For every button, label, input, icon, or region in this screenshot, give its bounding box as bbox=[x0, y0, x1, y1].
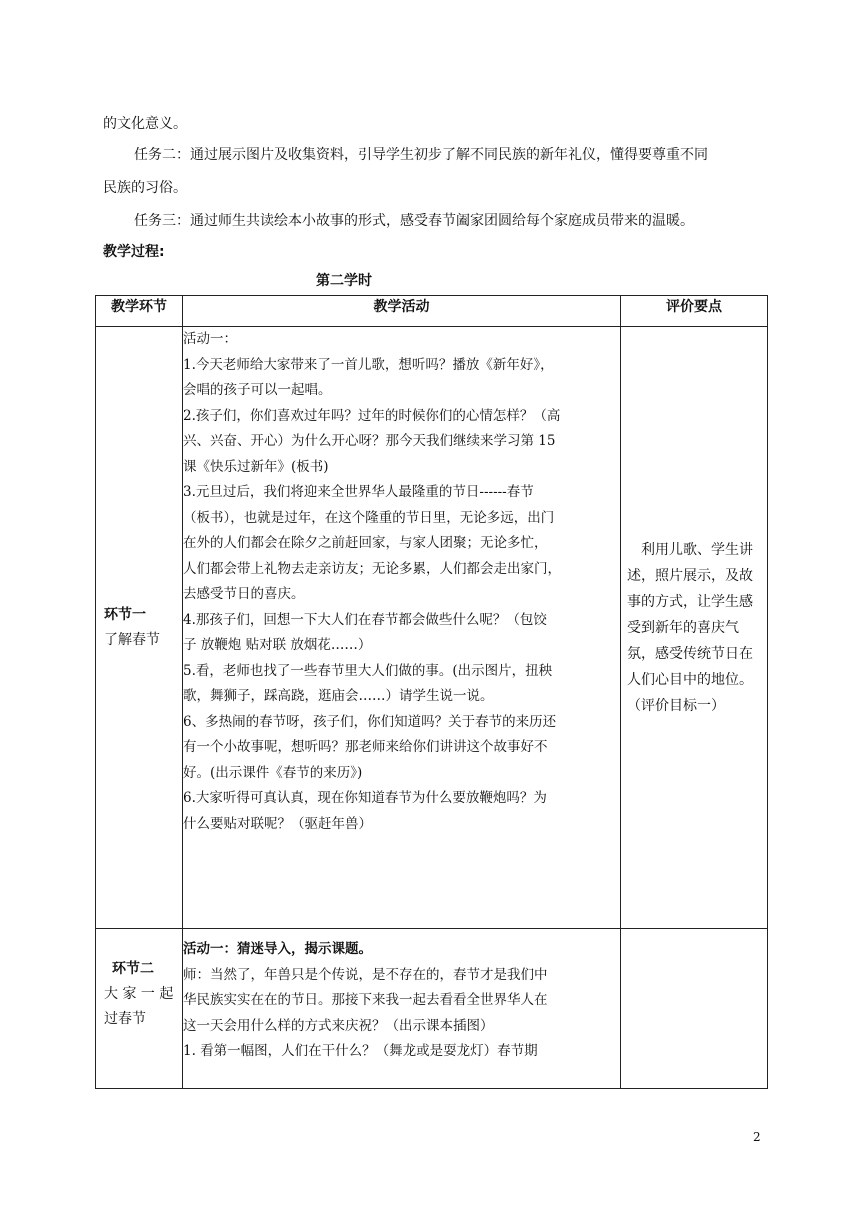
evaluation-line: 事的方式，让学生感 bbox=[627, 593, 753, 610]
activity-line: 师：当然了，年兽只是个传说，是不存在的，春节才是我们中 bbox=[183, 966, 548, 983]
segment-title: 环节二 bbox=[112, 961, 154, 977]
session-title: 第二学时 bbox=[316, 273, 372, 289]
segment-name: 了解春节 bbox=[104, 631, 160, 648]
evaluation-line: 利用儿歌、学生讲 bbox=[641, 541, 753, 558]
activity-line: 兴、兴奋、开心）为什么开心呀？那今天我们继续来学习第 15 bbox=[183, 433, 556, 449]
evaluation-line: 人们心目中的地位。 bbox=[627, 671, 753, 688]
activity-line: 有一个小故事呢，想听吗？那老师来给你们讲讲这个故事好不 bbox=[183, 739, 548, 755]
header-segment: 教学环节 bbox=[96, 296, 183, 327]
evaluation-cell bbox=[621, 929, 768, 1089]
activity-line: 6、多热闹的春节呀，孩子们，你们知道吗？关于春节的来历还 bbox=[183, 713, 557, 730]
table-row bbox=[96, 327, 768, 929]
activity-line: 子 放鞭炮 贴对联 放烟花……） bbox=[183, 637, 372, 653]
task-two-line-2: 民族的习俗。 bbox=[103, 180, 187, 196]
activity-line: （板书），也就是过年，在这个隆重的节日里，无论多远，出门 bbox=[183, 509, 555, 526]
activity-line: 课《快乐过新年》(板书) bbox=[183, 458, 329, 475]
activity-line: 4.那孩子们，回想一下大人们在春节都会做些什么呢？（包饺 bbox=[183, 611, 547, 628]
segment-cell bbox=[96, 327, 183, 929]
intro-paragraph-tail: 的文化意义。 bbox=[103, 116, 187, 132]
activity-line: 人们都会带上礼物去走亲访友；无论多累，人们都会走出家门， bbox=[183, 560, 561, 577]
activity-heading: 活动一：猜迷导入，揭示课题。 bbox=[183, 941, 372, 957]
activity-line: 2.孩子们，你们喜欢过年吗？过年的时候你们的心情怎样？（高 bbox=[183, 407, 561, 424]
activity-line: 什么要贴对联呢？（驱赶年兽） bbox=[183, 815, 372, 832]
activity-cell bbox=[183, 929, 621, 1089]
activity-line: 活动一： bbox=[183, 331, 237, 347]
task-two-line-1: 任务二：通过展示图片及收集资料，引导学生初步了解不同民族的新年礼仪，懂得要尊重不同 bbox=[134, 147, 708, 163]
activity-line: 歌，舞狮子，踩高跷，逛庙会……）请学生说一说。 bbox=[183, 688, 494, 704]
activity-line: 5.看，老师也找了一些春节里大人们做的事。(出示图片，扭秧 bbox=[183, 662, 553, 679]
activity-line: 去感受节日的喜庆。 bbox=[183, 586, 305, 602]
header-evaluation: 评价要点 bbox=[621, 296, 768, 327]
evaluation-cell bbox=[621, 327, 768, 929]
segment-name: 大 家 一 起 bbox=[104, 986, 174, 1002]
evaluation-line: 受到新年的喜庆气 bbox=[627, 619, 739, 636]
activity-line: 这一天会用什么样的方式来庆祝？（出示课本插图） bbox=[183, 1017, 494, 1034]
activity-line: 会唱的孩子可以一起唱。 bbox=[183, 382, 332, 398]
activity-line: 华民族实实在在的节日。那接下来我一起去看看全世界华人在 bbox=[183, 992, 548, 1008]
lesson-table bbox=[95, 295, 768, 1089]
activity-cell bbox=[183, 327, 621, 929]
activity-line: 1. 看第一幅图，人们在干什么？（舞龙或是耍龙灯）春节期 bbox=[183, 1043, 538, 1059]
evaluation-line: （评价目标一） bbox=[627, 697, 725, 714]
activity-line: 好。(出示课件《春节的来历》) bbox=[183, 764, 363, 781]
table-row bbox=[96, 929, 768, 1089]
evaluation-line: 氛，感受传统节日在 bbox=[627, 645, 753, 662]
table-header-row bbox=[96, 296, 768, 327]
teaching-process-label: 教学过程: bbox=[103, 244, 165, 260]
page-number: 2 bbox=[753, 1130, 761, 1144]
activity-line: 1.今天老师给大家带来了一首儿歌，想听吗？播放《新年好》， bbox=[183, 356, 554, 373]
activity-line: 在外的人们都会在除夕之前赶回家，与家人团聚；无论多忙， bbox=[183, 535, 548, 551]
activity-line: 6.大家听得可真认真，现在你知道春节为什么要放鞭炮吗？为 bbox=[183, 790, 547, 806]
evaluation-line: 述，照片展示，及故 bbox=[627, 567, 753, 584]
segment-name: 过春节 bbox=[104, 1011, 146, 1027]
header-activity: 教学活动 bbox=[183, 296, 621, 327]
activity-line: 3.元旦过后，我们将迎来全世界华人最隆重的节日------春节 bbox=[183, 484, 534, 500]
task-three: 任务三：通过师生共读绘本小故事的形式，感受春节阖家团圆给每个家庭成员带来的温暖。 bbox=[134, 213, 694, 229]
segment-cell bbox=[96, 929, 183, 1089]
segment-title: 环节一 bbox=[104, 606, 146, 623]
